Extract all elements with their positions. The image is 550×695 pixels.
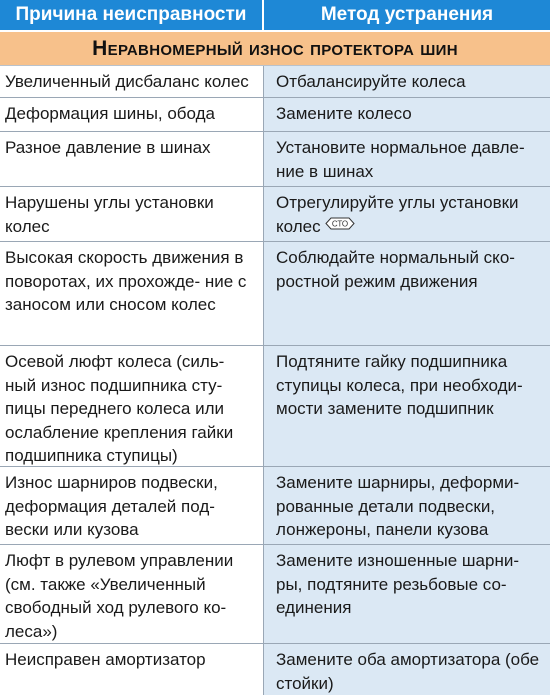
fix-cell: Отбалансируйте колеса	[264, 66, 550, 97]
column-header-cause: Причина неисправности	[0, 0, 264, 30]
sto-icon	[325, 217, 355, 230]
fix-text: Отрегулируйте углы установки колес	[276, 193, 519, 236]
fix-cell: Замените колесо	[264, 98, 550, 131]
table-row	[0, 66, 550, 98]
fix-cell: Замените изношенные шарни- ры, подтяните резьбовые со- единения	[264, 545, 550, 643]
cause-cell: Разное давление в шинах	[0, 132, 264, 186]
table-row	[0, 242, 550, 346]
table-row	[0, 644, 550, 695]
fix-cell: Замените оба амортизатора (обе стойки)	[264, 644, 550, 695]
cause-cell: Увеличенный дисбаланс колес	[0, 66, 264, 97]
sto-icon-label: СТО	[331, 219, 348, 228]
fix-cell: Соблюдайте нормальный ско- ростной режим движения	[264, 242, 550, 345]
table-row	[0, 467, 550, 545]
section-title	[0, 32, 550, 66]
cause-cell: Износ шарниров подвески, деформация деталей под- вески или кузова	[0, 467, 264, 544]
fix-cell: Подтяните гайку подшипника ступицы колеса, при необходи- мости замените подшипник	[264, 346, 550, 466]
column-header-method: Метод устранения	[320, 4, 494, 25]
table-row	[0, 346, 550, 467]
table-row	[0, 98, 550, 132]
table-body	[0, 66, 550, 695]
fix-cell: Замените шарниры, деформи- рованные детали подвески, лонжероны, панели кузова	[264, 467, 550, 544]
cause-cell: Люфт в рулевом управлении (см. также «Увеличенный свободный ход рулевого ко- леса»)	[0, 545, 264, 643]
table-header	[0, 0, 550, 30]
cause-cell: Высокая скорость движения в поворотах, их прохожде- ние с заносом или сносом колес	[0, 242, 264, 345]
cause-cell: Неисправен амортизатор	[0, 644, 264, 695]
section-title-text: Неравномерный износ протектора шин	[92, 36, 458, 60]
cause-cell: Нарушены углы установки колес	[0, 187, 264, 241]
table-row	[0, 545, 550, 644]
table-row	[0, 187, 550, 242]
fix-cell	[264, 187, 550, 241]
cause-cell: Осевой люфт колеса (силь- ный износ подшипника сту- пицы переднего колеса или ослабление крепления гайки подшипника ступицы)	[0, 346, 264, 466]
cause-cell: Деформация шины, обода	[0, 98, 264, 131]
table-row	[0, 132, 550, 187]
fix-cell: Установите нормальное давле- ние в шинах	[264, 132, 550, 186]
